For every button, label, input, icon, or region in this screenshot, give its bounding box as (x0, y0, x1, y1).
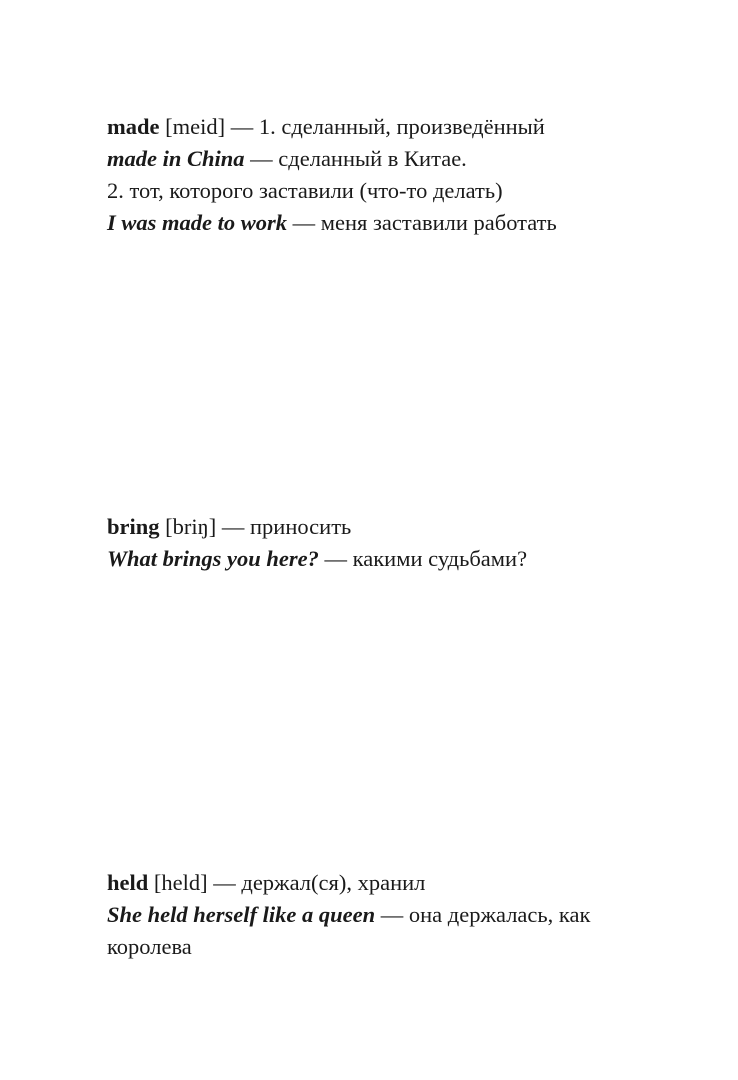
dictionary-entry-bring (107, 511, 667, 575)
definition: — держал(ся), хранил (213, 870, 426, 895)
example-line (107, 143, 667, 175)
headword: bring (107, 514, 160, 539)
headword: made (107, 114, 160, 139)
example-line (107, 543, 667, 575)
entry-headline (107, 111, 667, 143)
definition-line (107, 175, 667, 207)
example-line (107, 899, 667, 963)
transcription: [briŋ] (165, 514, 217, 539)
example-translation: — сделанный в Китае. (250, 146, 467, 171)
definition: — приносить (221, 514, 352, 539)
example-line (107, 207, 667, 239)
entry-headline (107, 867, 667, 899)
transcription: [held] (153, 870, 208, 895)
example-translation: — меня заставили работать (292, 210, 557, 235)
dictionary-entry-held (107, 867, 667, 963)
example-translation: — она держалась, как королева (107, 902, 591, 959)
definition: — 1. сделанный, произведённый (230, 114, 545, 139)
headword: held (107, 870, 149, 895)
definition: 2. тот, которого заставили (что-то делать) (107, 178, 503, 203)
example-phrase: She held herself like a queen (107, 902, 376, 927)
entry-headline (107, 511, 667, 543)
dictionary-entry-made (107, 111, 667, 239)
example-translation: — какими судьбами? (324, 546, 528, 571)
transcription: [meid] (165, 114, 226, 139)
example-phrase: made in China (107, 146, 245, 171)
example-phrase: What brings you here? (107, 546, 319, 571)
example-phrase: I was made to work (107, 210, 288, 235)
